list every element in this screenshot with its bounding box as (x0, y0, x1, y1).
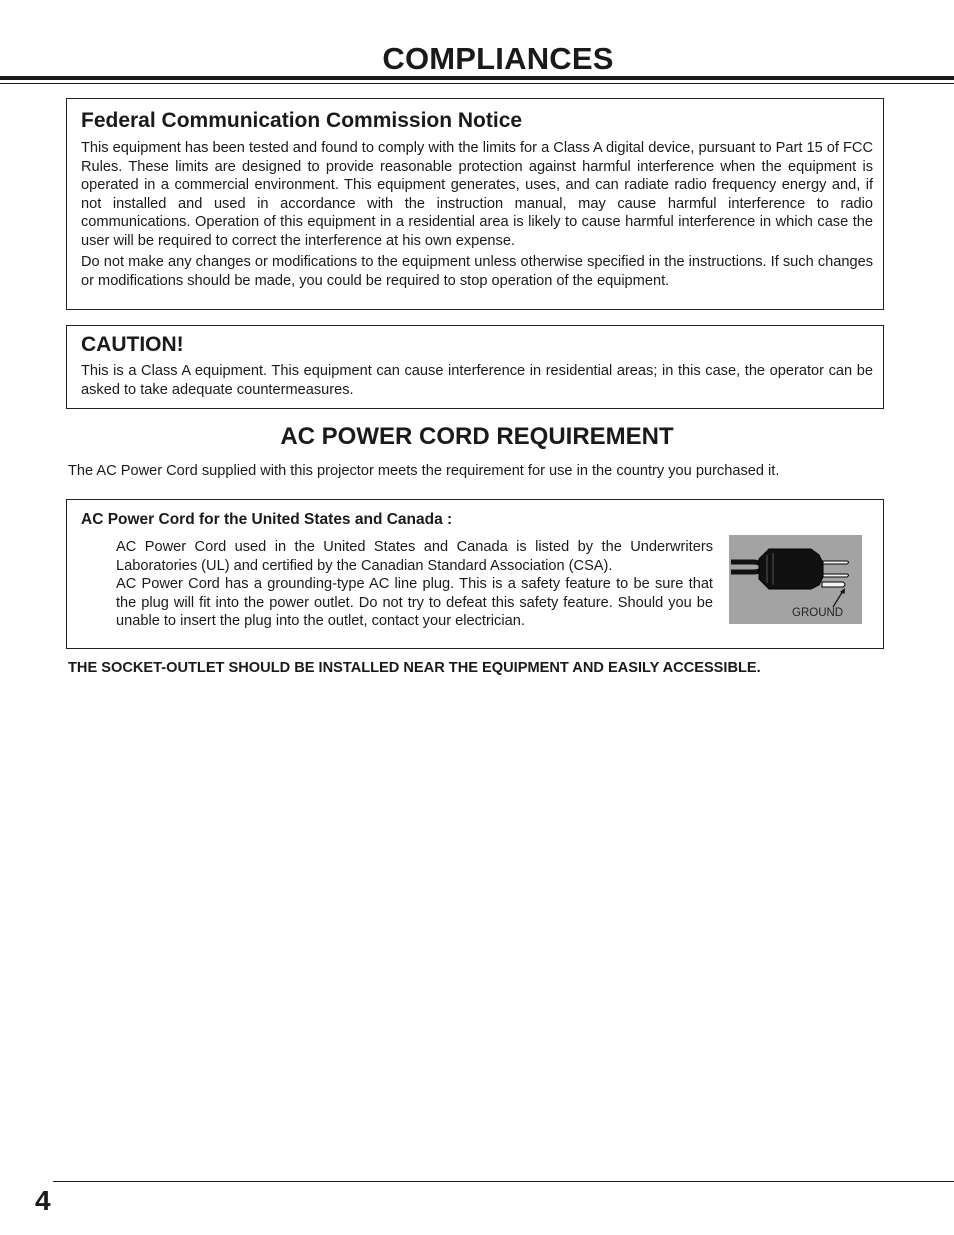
fcc-notice-paragraph-1: This equipment has been tested and found to comply with the limits for a Class A digital device, pursuant to Part 15 of FCC Rules. These limits are designed to provide reasonable protection against harmful interference when the equipment is operated in a commercial environment. This equipment generates, uses, and can radiate radio frequency energy and, if not installed and used in accordance with the instruction manual, may cause harmful interference to radio communications. Operation of this equipment in a residential area is likely to cause harmful interference in which case the user will be required to correct the interference at his own expense. (81, 140, 873, 249)
socket-outlet-note: THE SOCKET-OUTLET SHOULD BE INSTALLED NEAR THE EQUIPMENT AND EASILY ACCESSIBLE. (68, 660, 761, 676)
plug-figure (729, 535, 862, 624)
title-rule-thin (0, 83, 954, 84)
ac-power-intro: The AC Power Cord supplied with this projector meets the requirement for use in the country you purchased it. (68, 463, 780, 479)
fcc-notice-heading: Federal Communication Commission Notice (81, 109, 523, 132)
caution-paragraph: This is a Class A equipment. This equipment can cause interference in residential areas; in this case, the operator can be asked to take adequate countermeasures. (81, 363, 873, 398)
footer-rule (53, 1181, 954, 1182)
ground-label: GROUND (792, 607, 844, 619)
caution-heading: CAUTION! (81, 333, 184, 356)
fcc-notice-box (66, 98, 884, 310)
page-title: COMPLIANCES (382, 41, 614, 76)
ac-power-section-title: AC POWER CORD REQUIREMENT (280, 423, 674, 450)
caution-box (66, 325, 884, 409)
us-canada-box (66, 499, 884, 649)
title-rule (0, 76, 954, 80)
page-number: 4 (35, 1185, 51, 1216)
us-canada-paragraph-1: AC Power Cord used in the United States and Canada is listed by the Underwriters Laboratories (UL) and certified by the Canadian Standard Association (CSA). (116, 539, 713, 574)
us-canada-paragraph-2: AC Power Cord has a grounding-type AC line plug. This is a safety feature to be sure that the plug will fit into the power outlet. Do not try to defeat this safety feature. Should you be unable to insert the plug into the outlet, contact your electrician. (116, 576, 713, 630)
us-canada-heading: AC Power Cord for the United States and Canada : (81, 511, 453, 528)
fcc-notice-paragraph-2: Do not make any changes or modifications to the equipment unless otherwise specified in the instructions. If such changes or modifications should be made, you could be required to stop operation of the equipment. (81, 254, 873, 289)
